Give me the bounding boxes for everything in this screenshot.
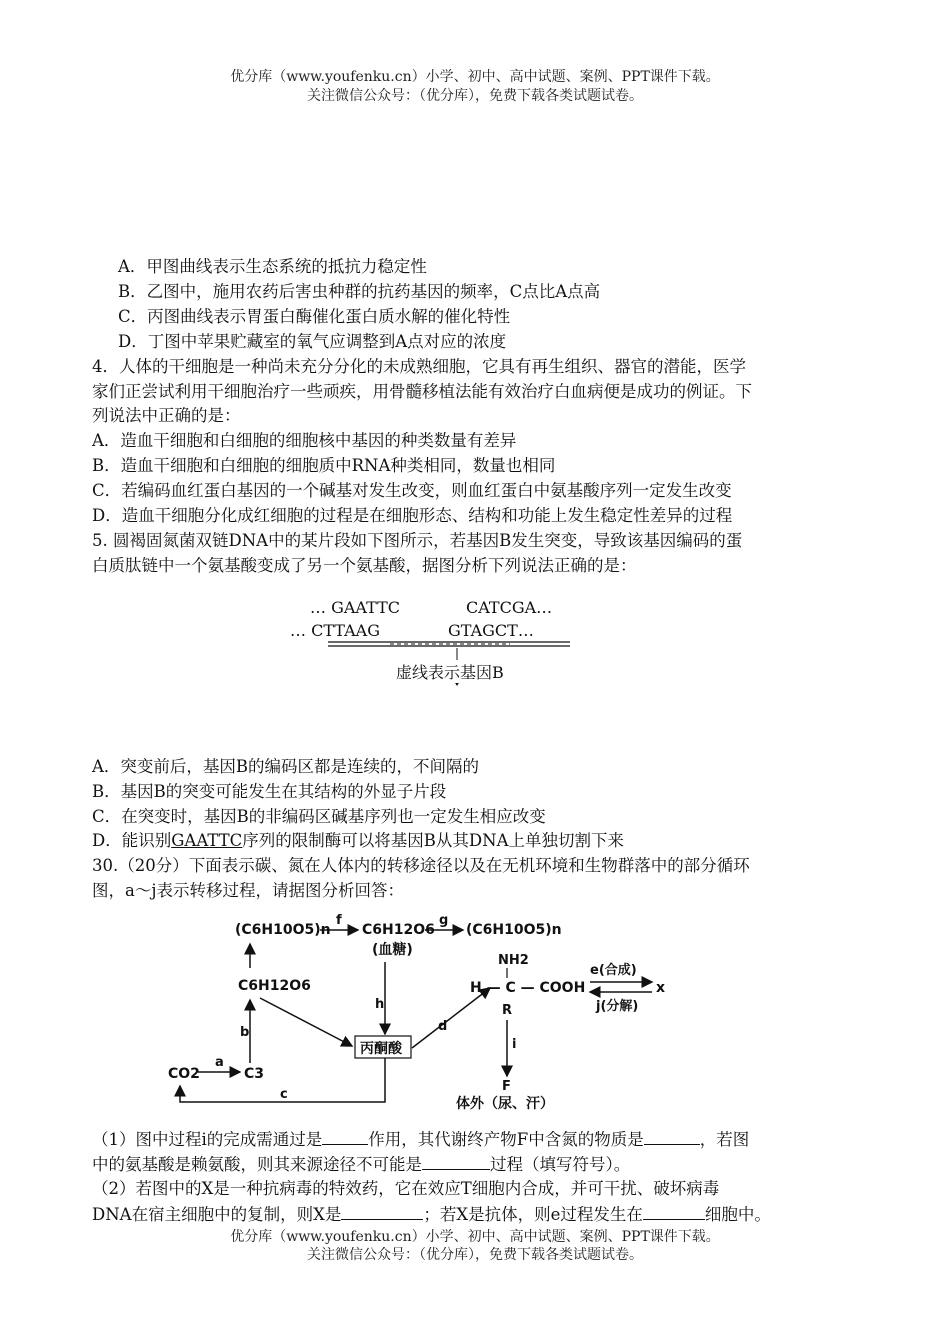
blood-sugar-label: (血糖) [372,942,413,958]
q30-1-part-4: 中的氨基酸是赖氨酸，则其来源途径不可能是 [92,1155,422,1174]
q3-option-c: C．丙图曲线表示胃蛋白酶催化蛋白质水解的催化特性 [118,307,511,326]
q3-option-a: A．甲图曲线表示生态系统的抵抗力稳定性 [118,257,427,276]
q5-option-a: A．突变前后，基因B的编码区都是连续的，不间隔的 [92,757,480,776]
answer-blank-5[interactable] [643,1203,705,1220]
q30-1-part-5: 过程（填写符号）。 [490,1155,631,1174]
q30-1-part-1: （1）图中过程i的完成需通过是 [92,1130,323,1149]
glycogen-left: (C6H10O5)n [235,922,331,938]
excretion-label: 体外（尿、汗） [456,1096,554,1112]
header-line-1: 优分库（www.youfenku.cn）小学、初中、高中试题、案例、PPT课件下载。 [230,69,720,85]
q5-option-d-sequence: GAATTC [171,831,243,850]
q30-2-part-4: 细胞中。 [704,1205,771,1224]
glucose-left: C6H12O6 [238,978,311,994]
pyruvate: 丙酮酸 [360,1041,402,1057]
q5-option-d-suffix: 序列的限制酶可以将基因B从其DNA上单独切割下来 [242,831,625,850]
label-b: b [240,1025,250,1040]
amino-r: R [502,1003,513,1018]
q5-option-c: C．在突变时，基因B的非编码区碱基序列也一定发生相应改变 [92,807,546,826]
q30-2-line-2 [92,1203,872,1226]
q4-option-a: A．造血干细胞和白细胞的细胞核中基因的种类数量有差异 [92,431,517,450]
label-a: a [215,1055,224,1070]
co2: CO2 [168,1066,200,1082]
answer-blank-1[interactable] [322,1128,368,1145]
label-i: i [512,1037,517,1052]
q4-stem-line-1: 4．人体的干细胞是一种尚未充分分化的未成熟细胞，它具有再生组织、器官的潜能，医学 [92,357,746,376]
q4-option-d: D．造血干细胞分化成红细胞的过程是在细胞形态、结构和功能上发生稳定性差异的过程 [92,506,733,525]
q30-1-part-2: 作用，其代谢终产物F中含氮的物质是 [368,1130,644,1149]
product-x: x [656,980,666,996]
q4-stem-line-2: 家们正尝试利用干细胞治疗一些顽疾，用骨髓移植法能有效治疗白血病便是成功的例证。下 [92,382,752,401]
q4-option-c: C．若编码血红蛋白基因的一个碱基对发生改变，则血红蛋白中氨基酸序列一定发生改变 [92,481,732,500]
answer-blank-3[interactable] [422,1153,490,1170]
dna-caption: 虚线表示基因B [396,660,504,683]
dna-top-right: CATCGA… [466,598,553,617]
q3-option-d: D．丁图中苹果贮藏室的氧气应调整到A点对应的浓度 [118,332,507,351]
label-h: h [375,997,385,1012]
label-g: g [439,913,449,928]
metabolism-diagram [160,908,680,1113]
footer-line-1: 优分库（www.youfenku.cn）小学、初中、高中试题、案例、PPT课件下载。 [230,1229,720,1245]
dna-bottom-left: … CTTAAG [290,621,380,640]
label-c: c [280,1087,288,1102]
label-f: f [336,913,342,928]
amino-nh2: NH2 [498,953,529,968]
label-d: d [438,1019,448,1034]
c3: C3 [244,1066,265,1082]
q5-option-d-prefix: D．能识别 [92,831,172,850]
q4-option-b: B．造血干细胞和白细胞的细胞质中RNA种类相同，数量也相同 [92,456,556,475]
q30-1-part-3: ，若图 [699,1130,750,1149]
amino-chain: H — C — COOH [470,980,586,996]
dna-bottom-right: GTAGCT… [448,621,534,640]
q5-option-d [92,830,872,852]
q30-1-line-2 [92,1153,872,1176]
label-e: e(合成) [590,963,637,978]
q5-stem-line-1: 5. 圆褐固氮菌双链DNA中的某片段如下图所示，若基因B发生突变，导致该基因编码的蛋 [92,531,743,550]
q30-1-line-1 [92,1128,872,1151]
product-f: F [502,1079,511,1094]
header-line-2: 关注微信公众号：（优分库），免费下载各类试题试卷。 [307,88,643,104]
q30-2-part-2: DNA在宿主细胞中的复制，则X是 [92,1205,342,1224]
q4-stem-line-3: 列说法中正确的是： [92,406,241,425]
q3-option-b: B．乙图中，施用农药后害虫种群的抗药基因的频率，C点比A点高 [118,282,601,301]
q30-2-line-1: （2）若图中的X是一种抗病毒的特效药，它在效应T细胞内合成，并可干扰、破坏病毒 [92,1179,720,1198]
answer-blank-2[interactable] [644,1128,700,1145]
q30-stem-line-2: 图，a～j表示转移过程，请据图分析回答： [92,881,404,900]
glycogen-right: (C6H10O5)n [466,922,562,938]
q5-stem-line-2: 白质肽链中一个氨基酸变成了另一个氨基酸，据图分析下列说法正确的是： [92,556,637,575]
q30-stem-line-1: 30.（20分）下面表示碳、氮在人体内的转移途径以及在无机环境和生物群落中的部分循环 [92,856,750,875]
answer-blank-4[interactable] [341,1203,423,1220]
footer-line-2: 关注微信公众号：（优分库），免费下载各类试题试卷。 [307,1247,643,1263]
glucose-top: C6H12O6 [362,922,435,938]
dna-top-left: … GAATTC [310,598,400,617]
q5-option-b: B．基因B的突变可能发生在其结构的外显子片段 [92,782,447,801]
q30-2-part-3: ；若X是抗体，则e过程发生在 [423,1205,643,1224]
label-j: j(分解) [596,999,639,1014]
